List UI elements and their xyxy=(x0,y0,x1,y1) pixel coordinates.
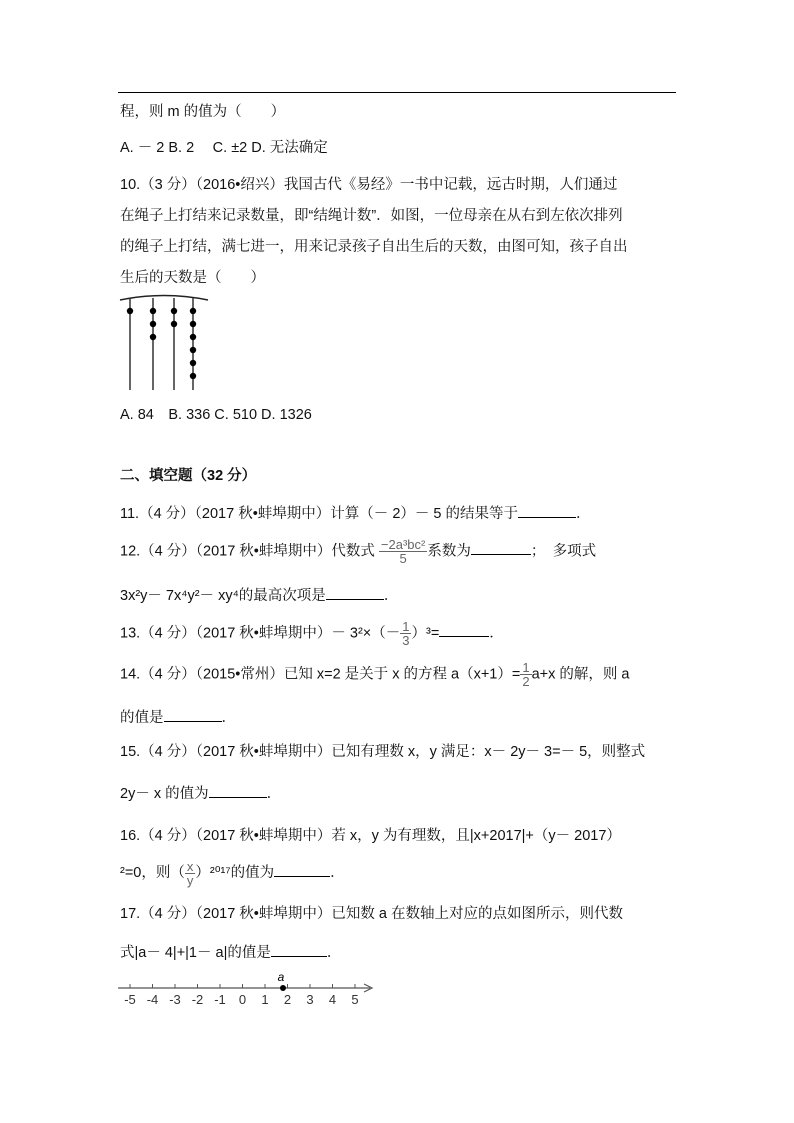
q15-line1: 15.（4 分）（2017 秋•蚌埠期中）已知有理数 x，y 满足：x－ 2y－ 3=－ 5，则整式 xyxy=(120,744,646,760)
q14-blank xyxy=(164,707,222,722)
q15-end: ． xyxy=(266,786,282,802)
q10-line3: 的绳子上打结，满七进一，用来记录孩子自出生后的天数，由图可知，孩子自出 xyxy=(120,239,628,255)
q12-blank1 xyxy=(471,540,531,555)
point-a-dot xyxy=(280,985,286,991)
q13-pre: 13.（4 分）（2017 秋•蚌埠期中）－ 3²×（－ xyxy=(120,625,401,642)
q16-fraction xyxy=(185,860,196,887)
knot xyxy=(150,321,156,327)
q17-line2 xyxy=(120,942,341,963)
number-line-tick-label: -2 xyxy=(191,992,204,1007)
knot xyxy=(127,308,133,314)
q9-options: A. － 2 B. 2 C. ±2 D. 无法确定 xyxy=(120,140,328,156)
header-rule xyxy=(118,92,676,93)
knot xyxy=(150,308,156,314)
number-line-tick-label: 4 xyxy=(328,992,337,1007)
q11 xyxy=(120,503,591,524)
q11-answer-blank xyxy=(518,503,576,518)
q16-blank xyxy=(274,862,330,877)
q12-frac-den: 5 xyxy=(399,551,407,566)
knot xyxy=(150,334,156,340)
q14-line1 xyxy=(120,661,629,688)
number-line-tick-label: 5 xyxy=(351,992,359,1007)
q16-end: ． xyxy=(330,865,345,881)
q10-line1: 10.（3 分）（2016•绍兴）我国古代《易经》一书中记载，远古时期，人们通过 xyxy=(120,177,618,193)
q10-line2: 在绳子上打结来记录数量，即“结绳计数”．如图，一位母亲在从右到左依次排列 xyxy=(120,208,623,224)
q14-fraction xyxy=(520,661,531,688)
q13 xyxy=(120,620,504,647)
knot xyxy=(190,347,196,353)
number-line xyxy=(116,968,380,1012)
knot xyxy=(190,360,196,366)
q14-line2 xyxy=(120,707,236,728)
q12-line2 xyxy=(120,585,398,606)
q14-frac-num: 1 xyxy=(522,660,530,675)
q15-line2-text: 2y－ x 的值为 xyxy=(120,786,209,802)
q15-blank xyxy=(209,783,267,798)
q13-blank xyxy=(439,622,489,637)
number-line-tick-label: -3 xyxy=(169,992,181,1007)
q13-end: ． xyxy=(489,625,504,642)
q17-end: ． xyxy=(326,945,342,961)
number-line-tick-label: -4 xyxy=(146,992,159,1007)
knot xyxy=(190,308,196,314)
q13-fraction xyxy=(400,620,411,647)
q12-line1 xyxy=(120,538,596,565)
q17-blank xyxy=(271,942,327,957)
q12-blank2 xyxy=(326,585,384,600)
q12-sep: ； 多项式 xyxy=(530,543,597,560)
q16-line2 xyxy=(120,858,345,888)
point-a-label: a xyxy=(277,970,285,984)
q17-line2-text: 式|a－ 4|+|1－ a|的值是 xyxy=(120,945,271,961)
q15-line2 xyxy=(120,783,281,804)
q12-pre: 12.（4 分）（2017 秋•蚌埠期中）代数式 xyxy=(120,543,379,560)
q12-end: ． xyxy=(383,588,399,604)
knot-rope-figure xyxy=(116,292,216,396)
q16-frac-num: x xyxy=(186,858,194,874)
q11-end: ． xyxy=(576,506,591,522)
q12-line2-text: 3x²y－ 7x⁴y²－ xy⁴的最高次项是 xyxy=(120,588,326,604)
q16-line2-b: ）²⁰¹⁷的值为 xyxy=(195,865,275,881)
knot xyxy=(190,334,196,340)
q16-line2-a: ²=0，则（ xyxy=(120,865,185,881)
q14-pre: 14.（4 分）（2015•常州）已知 x=2 是关于 x 的方程 a（x+1）= xyxy=(120,666,521,683)
q9-tail: 程，则 m 的值为（ ） xyxy=(120,104,286,120)
q13-frac-num: 1 xyxy=(402,619,410,634)
rope-top-bar xyxy=(120,296,208,301)
q11-text: 11.（4 分）（2017 秋•蚌埠期中）计算（－ 2）－ 5 的结果等于 xyxy=(120,506,518,522)
q10-options: A. 84 B. 336 C. 510 D. 1326 xyxy=(120,407,312,423)
q16-frac-den: y xyxy=(186,872,194,888)
number-line-tick-label: 0 xyxy=(238,992,247,1007)
knot xyxy=(171,321,177,327)
q12-fraction xyxy=(379,538,427,565)
knot xyxy=(190,373,196,379)
q14-post: a+x 的解，则 a xyxy=(531,666,630,683)
number-line-tick-label: 2 xyxy=(283,992,292,1007)
q14-frac-den: 2 xyxy=(522,674,530,689)
q12-frac-num: −2a³bc² xyxy=(380,537,426,552)
number-line-tick-label: -5 xyxy=(124,992,136,1007)
q12-mid: 系数为 xyxy=(427,543,471,560)
number-line-tick-label: 3 xyxy=(306,992,314,1007)
number-line-tick-label: 1 xyxy=(261,992,269,1007)
section2-title: 二、填空题（32 分） xyxy=(120,468,257,484)
q10-line4: 生后的天数是（ ） xyxy=(120,270,265,286)
knot xyxy=(190,321,196,327)
q17-line1: 17.（4 分）（2017 秋•蚌埠期中）已知数 a 在数轴上对应的点如图所示，则代数 xyxy=(120,906,623,922)
q14-line2-text: 的值是 xyxy=(120,710,164,726)
q13-frac-den: 3 xyxy=(402,633,410,648)
q13-post: ）³= xyxy=(411,625,440,642)
q16-line1: 16.（4 分）（2017 秋•蚌埠期中）若 x，y 为有理数，且|x+2017|+（y－ 2017） xyxy=(120,828,621,844)
q14-end: ． xyxy=(221,710,236,726)
knot xyxy=(171,308,177,314)
number-line-tick-label: -1 xyxy=(214,992,226,1007)
